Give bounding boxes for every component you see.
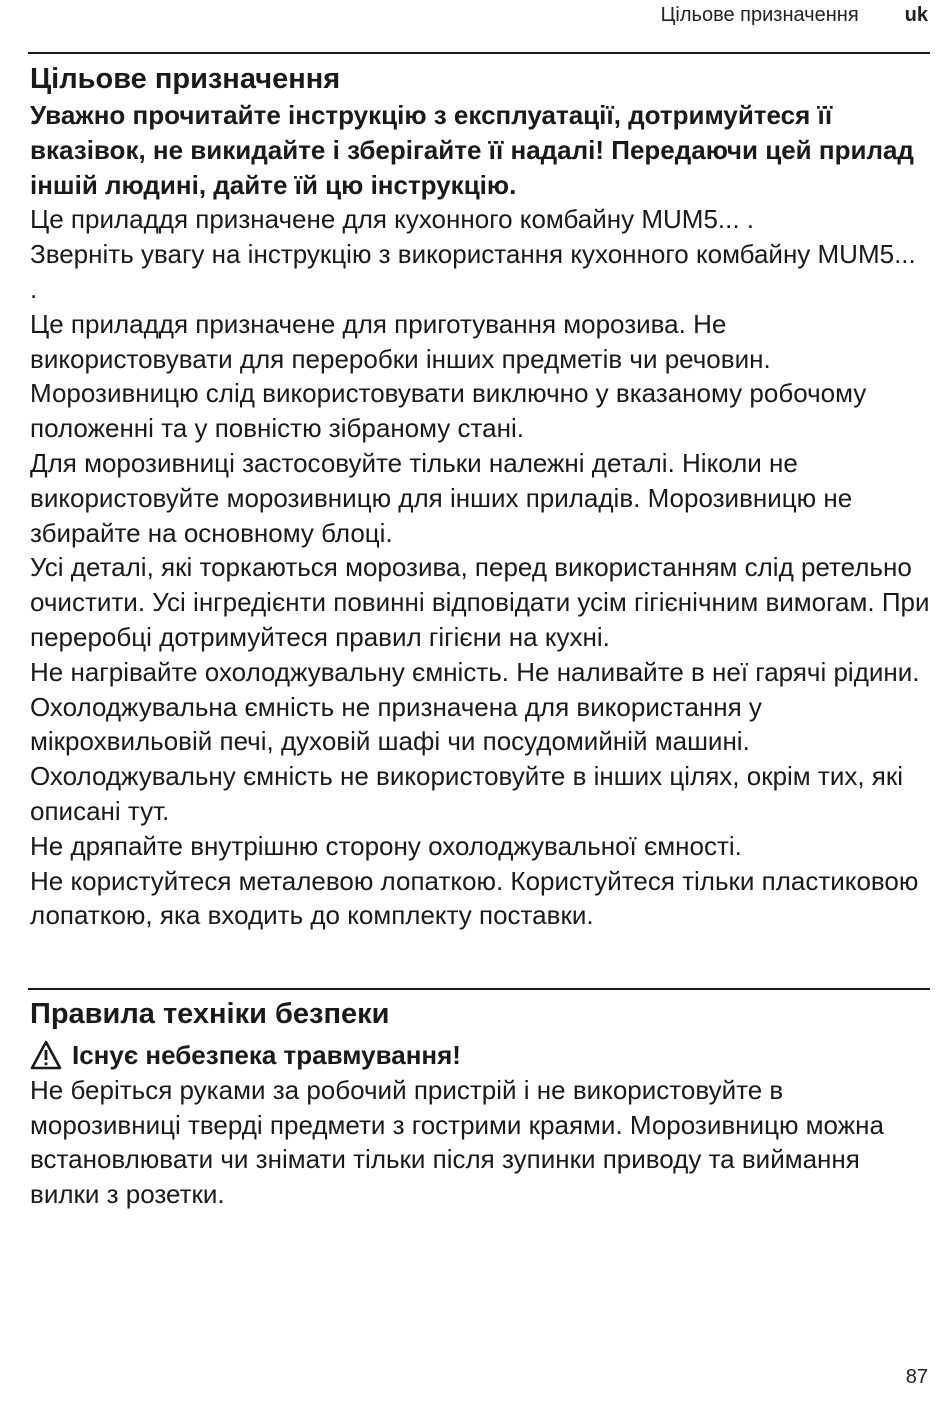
section-heading-safety: Правила техніки безпеки [30, 998, 390, 1030]
page-number: 87 [905, 1366, 928, 1388]
safety-paragraph: Не беріться руками за робочий пристрій і не використовуйте в морозивниці тверді предмети з гострими краями. Морозивницю можна встановлювати чи знімати тільки після зупинки приводу та виймання вилки з розетки. [30, 1074, 884, 1210]
safety-section [30, 995, 930, 1212]
header-divider [28, 52, 930, 54]
paragraph: Зверніть увагу на інструкцію з використання кухонного комбайну MUM5... . [30, 239, 916, 304]
running-header-title: Цільове призначення [660, 4, 859, 26]
paragraph: Це приладдя призначене для приготування морозива. Не використовувати для переробки інших предметів чи речовин. [30, 308, 771, 374]
warning-triangle-icon [30, 1040, 62, 1070]
lead-paragraph: Уважно прочитайте інструкцію з експлуатації, дотримуйтеся її вказівок, не викидайте і зберігайте її надалі! Передаючи цей прилад іншій людині, дайте їй цю інструкцію. [30, 100, 914, 200]
paragraph: Не нагрівайте охолоджувальну ємність. Не наливайте в неї гарячі рідини. Охолоджувальна ємність не призначена для використання у мікрохвильовій печі, духовій шафі чи посудомийній машині. Охолоджувальну ємність не використовуйте в інших цілях, окрім тих, які описані тут. [30, 656, 920, 826]
paragraph: Це приладдя призначене для кухонного комбайну MUM5... . [30, 204, 755, 235]
paragraph: Усі деталі, які торкаються морозива, перед використанням слід ретельно очистити. Усі інгредієнти повинні відповідати усім гігієнічним вимогам. При переробці дотримуйтеся правил гігієни на кухні. [30, 552, 930, 652]
paragraph: Не користуйтеся металевою лопаткою. Користуйтеся тільки пластиковою лопаткою, яка входить до комплекту поставки. [30, 865, 919, 931]
warning-callout [30, 1038, 930, 1073]
paragraph: Морозивницю слід використовувати виключно у вказаному робочому положенні та у повністю зібраному стані. [30, 378, 867, 444]
warning-title: Існує небезпека травмування! [72, 1040, 461, 1070]
paragraph: Не дряпайте внутрішню сторону охолоджувальної ємності. [30, 830, 742, 861]
running-header [661, 4, 928, 27]
paragraph: Для морозивниці застосовуйте тільки належні деталі. Ніколи не використовуйте морозивницю для інших приладів. Морозивницю не збирайте на основному блоці. [30, 447, 853, 548]
section-heading-intended-use: Цільове призначення [30, 63, 341, 95]
section-divider [28, 988, 930, 990]
intended-use-section [30, 60, 930, 933]
language-code: uk [904, 4, 928, 26]
